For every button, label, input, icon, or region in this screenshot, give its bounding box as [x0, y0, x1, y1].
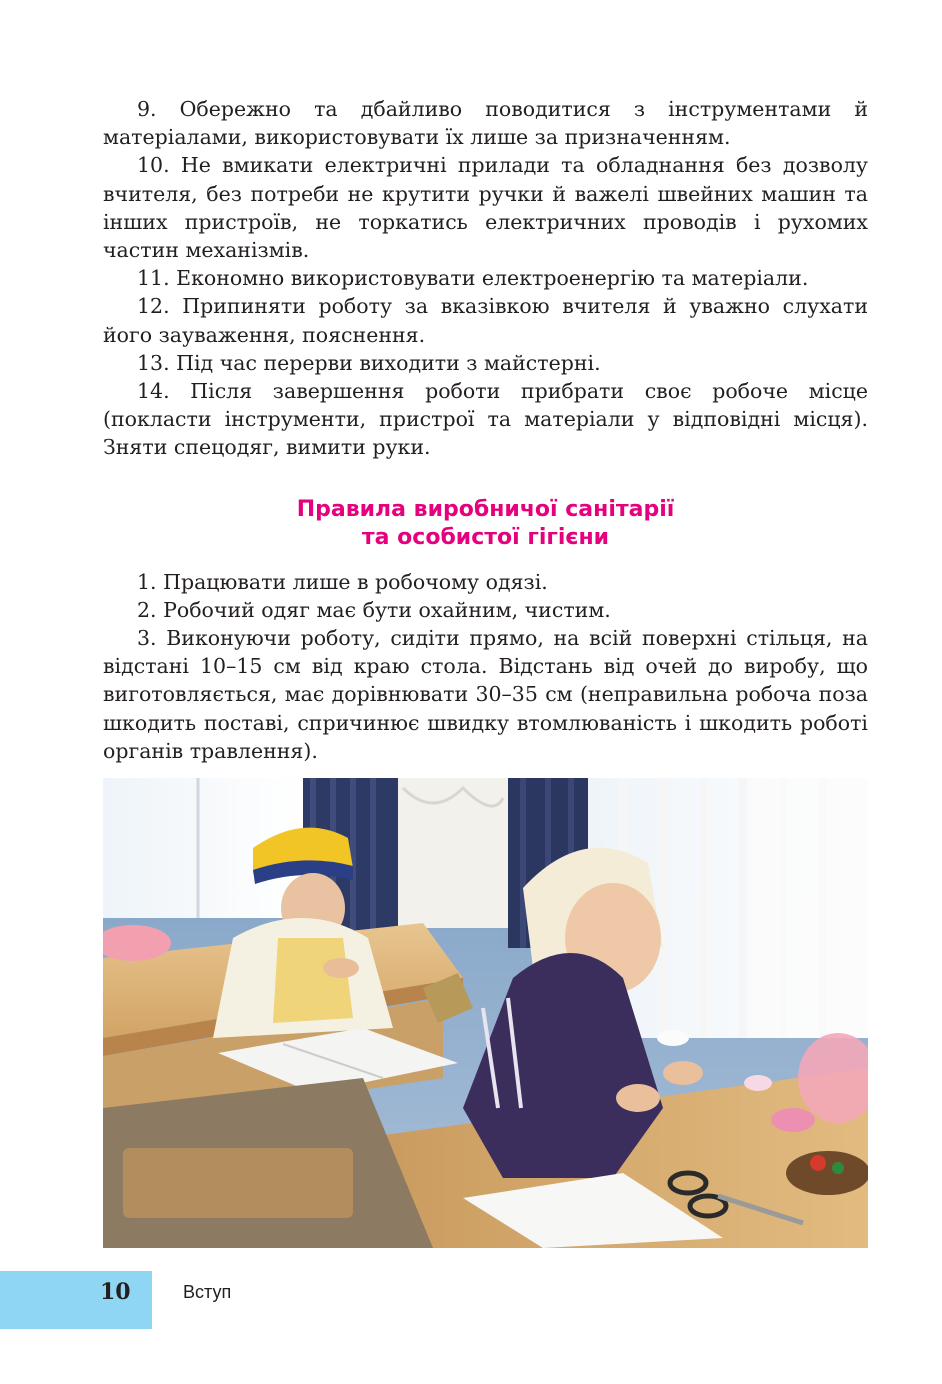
- section-heading-line-1: Правила виробничої санітарії: [296, 496, 675, 522]
- main-text: [103, 95, 868, 765]
- hygiene-rule-2: 2. Робочий одяг має бути охайним, чистим.: [137, 597, 611, 622]
- rule-14: 14. Після завершення роботи прибрати своє робоче місце (покласти інструменти, пристрої та матеріали у відповідні місця). Зняти спецодяг, вимити руки.: [103, 379, 868, 460]
- section-heading: [103, 496, 868, 552]
- rule-11: 11. Економно використовувати електроенергію та матеріали.: [137, 266, 809, 291]
- section-heading-line-2: та особистої гігієни: [361, 524, 610, 550]
- section-name: Вступ: [183, 1282, 232, 1302]
- rule-13: 13. Під час перерви виходити з майстерні.: [137, 350, 601, 375]
- hygiene-rule-3: 3. Виконуючи роботу, сидіти прямо, на всій поверхні стільця, на відстані 10–15 см від краю стола. Відстань від очей до виробу, що виготовляється, має дорівнювати 30–35 см (неправильна робоча поза шкодить поставі, спричинює швидку втомлюваність і шкодить роботі органів травлення).: [103, 626, 868, 763]
- rule-12: 12. Припиняти роботу за вказівкою вчителя й уважно слухати його зауваження, пояснення.: [103, 294, 868, 347]
- page-number: 10: [100, 1279, 131, 1305]
- hygiene-rule-1: 1. Працювати лише в робочому одязі.: [137, 569, 548, 594]
- rule-9: 9. Обережно та дбайливо поводитися з інструментами й матеріалами, використовувати їх лише за призначенням.: [103, 97, 868, 150]
- classroom-photo: [103, 778, 868, 1248]
- rule-10: 10. Не вмикати електричні прилади та обладнання без дозволу вчителя, без потреби не крутити ручки й важелі швейних машин та інших пристроїв, не торкатись електричних проводів і рухомих частин механізмів.: [103, 153, 868, 263]
